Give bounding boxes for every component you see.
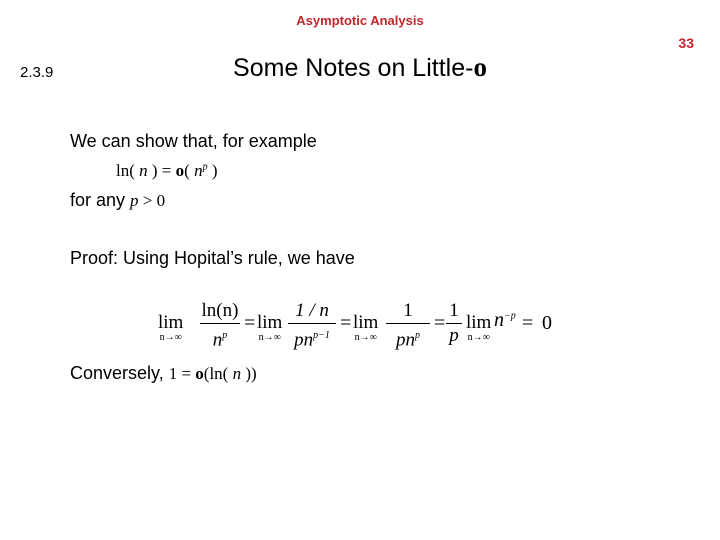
slide-title (0, 52, 720, 83)
formula-n2: n (194, 161, 203, 180)
condition-line (70, 190, 165, 211)
condition-text: for any (70, 190, 131, 210)
intro-line: We can show that, for example (70, 131, 317, 151)
conversely-ln: (ln( (203, 364, 233, 383)
conversely-o: o (195, 364, 204, 383)
lim-2: lim n→∞ (257, 312, 283, 343)
section-number: 2.3.9 (20, 64, 54, 81)
condition-p: p (130, 191, 139, 210)
equals-2: = (340, 312, 352, 334)
formula-close: ) (207, 161, 218, 180)
fraction-1: ln(n) $n^p$ (201, 300, 239, 351)
formula-o: o (175, 161, 185, 180)
lim-4: lim n→∞ (466, 312, 492, 343)
equals-3: = (434, 312, 446, 334)
conversely-close: )) (241, 364, 257, 383)
tail-term: $n^{-p}$ (494, 309, 516, 331)
formula-line (116, 161, 217, 181)
conversely-n: n (232, 364, 242, 383)
conversely-one: 1 = (168, 364, 196, 383)
conversely-text: Conversely, (70, 363, 169, 383)
fraction-2: 1 / n $pn^{p-1}$ (288, 300, 336, 351)
formula-eq: ) = (147, 161, 176, 180)
equals-4: = (522, 312, 534, 334)
formula-ln: ln( (116, 161, 140, 180)
lim-1: lim n→∞ (158, 312, 184, 343)
title-text: Some Notes on Little- (233, 54, 474, 82)
formula-p: p (202, 161, 208, 173)
fraction-4: 1 p (446, 300, 462, 347)
result-zero: 0 (542, 312, 552, 334)
title-symbol: o (473, 52, 487, 82)
condition-rest: > 0 (138, 191, 166, 210)
proof-line: Proof: Using Hopital’s rule, we have (70, 248, 355, 268)
conversely-line (70, 363, 257, 384)
formula-n: n (139, 161, 148, 180)
formula-paren: ( (184, 161, 195, 180)
equals-1: = (244, 312, 256, 334)
lim-3: lim n→∞ (353, 312, 379, 343)
page-number: 33 (678, 35, 694, 51)
slide-header: Asymptotic Analysis (296, 13, 424, 28)
fraction-3: 1 $pn^p$ (386, 300, 430, 351)
